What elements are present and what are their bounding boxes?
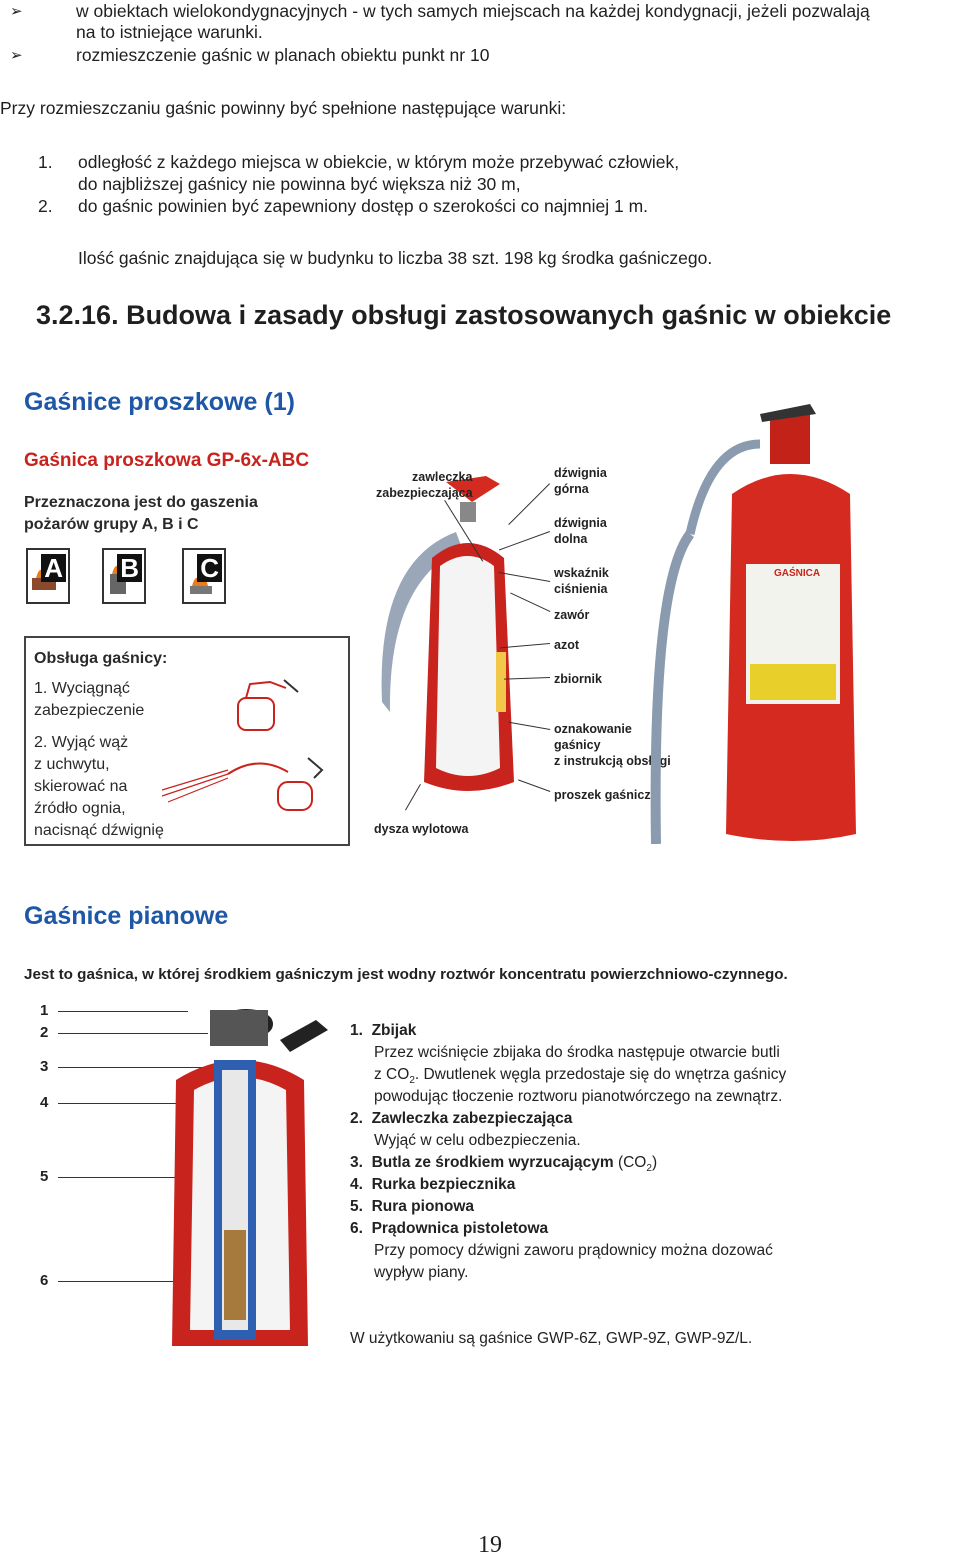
summary-paragraph: Ilość gaśnic znajdująca się w budynku to liczba 38 szt. 198 kg środka gaśniczego.: [78, 248, 713, 268]
label-pin-line-2: zabezpieczająca: [376, 486, 473, 500]
label-powder: proszek gaśniczy: [554, 788, 658, 802]
foam-item-3-extra: (CO: [617, 1154, 647, 1171]
foam-item-3-extra-end: ): [651, 1154, 658, 1171]
label-pin-line-1: zawleczka: [412, 470, 473, 484]
foam-item-5-number: 5.: [350, 1198, 363, 1215]
label-marking-line-2: gaśnicy: [554, 738, 601, 752]
foam-item-5-name: Rura pionowa: [371, 1198, 475, 1215]
operation-instruction-box: [24, 636, 350, 846]
marker-5: 5: [40, 1168, 49, 1185]
page-number: 19: [478, 1532, 502, 1558]
operation-step-line: nacisnąć dźwignię: [34, 822, 164, 839]
bullet-arrow-icon: ➢: [10, 47, 23, 64]
label-tank: zbiornik: [554, 672, 602, 686]
foam-item-3-subscript: 2: [646, 1163, 652, 1175]
marker-1: 1: [40, 1002, 49, 1019]
fire-class-c-label: C: [197, 554, 222, 582]
powder-purpose-line-1: Przeznaczona jest do gaszenia: [24, 494, 258, 511]
foam-item-4: [350, 1174, 515, 1196]
condition-1-line-1: odległość z każdego miejsca w obiekcie, w którym może przebywać człowiek,: [78, 152, 680, 172]
remove-pin-sketch-icon: [226, 674, 306, 734]
section-heading: 3.2.16. Budowa i zasady obsługi zastosowanych gaśnic w obiekcie: [36, 300, 892, 330]
foam-panel-intro: Jest to gaśnica, w której środkiem gaśniczym jest wodny roztwór koncentratu powierzchniowo-czynnego.: [24, 966, 788, 983]
foam-usage-line: W użytkowaniu są gaśnice GWP-6Z, GWP-9Z, GWP-9Z/L.: [350, 1330, 753, 1347]
condition-1-line-2: do najbliższej gaśnicy nie powinna być większa niż 30 m,: [78, 174, 521, 194]
foam-item-4-number: 4.: [350, 1176, 363, 1193]
label-upper-lever-line-2: górna: [554, 482, 589, 496]
foam-item-1-desc-line: powodując tłoczenie roztworu pianotwórczego na zewnątrz.: [374, 1088, 783, 1105]
powder-purpose-line-2: pożarów grupy A, B i C: [24, 516, 199, 533]
powder-extinguisher-photo: [650, 374, 880, 844]
label-gauge-line-1: wskaźnik: [554, 566, 609, 580]
foam-item-2-number: 2.: [350, 1110, 363, 1127]
intro-paragraph: Przy rozmieszczaniu gaśnic powinny być spełnione następujące warunki:: [0, 98, 567, 118]
bullet-1-line-1: w obiektach wielokondygnacyjnych - w tych samych miejscach na każdej kondygnacji, jeżeli pozwalają: [76, 1, 870, 21]
foam-item-6: [350, 1218, 548, 1240]
fire-class-b-icon: [102, 548, 146, 604]
fire-class-a-icon: [26, 548, 70, 604]
label-gauge-line-2: ciśnienia: [554, 582, 608, 596]
foam-item-2-desc-line: Wyjąć w celu odbezpieczenia.: [374, 1132, 581, 1149]
marker-4: 4: [40, 1094, 49, 1111]
foam-item-6-number: 6.: [350, 1220, 363, 1237]
label-lower-lever-line-1: dźwignia: [554, 516, 607, 530]
foam-extinguisher-cutaway-illustration: [140, 990, 340, 1350]
foam-item-6-name: Prądownica pistoletowa: [371, 1220, 549, 1237]
co2-text: z CO: [374, 1066, 410, 1083]
label-nitrogen: azot: [554, 638, 579, 652]
foam-item-2: [350, 1108, 572, 1130]
foam-item-6-desc-line: Przy pomocy dźwigni zaworu prądownicy można dozować: [374, 1242, 773, 1259]
label-valve: zawór: [554, 608, 590, 622]
fire-class-c-icon: [182, 548, 226, 604]
operation-step-line: z uchwytu,: [34, 756, 110, 773]
marker-6: 6: [40, 1272, 49, 1289]
powder-panel-subtitle: Gaśnica proszkowa GP-6x-ABC: [24, 450, 310, 471]
foam-item-3-number: 3.: [350, 1154, 363, 1171]
operation-step-line: źródło ognia,: [34, 800, 126, 817]
fire-class-a-label: A: [41, 554, 66, 582]
foam-item-5: [350, 1196, 474, 1218]
operation-step-line: skierować na: [34, 778, 128, 795]
foam-item-1-number: 1.: [350, 1022, 363, 1039]
foam-item-1-desc-line: Przez wciśnięcie zbijaka do środka następuje otwarcie butli: [374, 1044, 780, 1061]
condition-2-number: 2.: [38, 196, 53, 216]
powder-extinguisher-panel: [10, 372, 890, 848]
co2-subscript: 2: [409, 1075, 415, 1087]
foam-item-2-name: Zawleczka zabezpieczająca: [371, 1110, 573, 1127]
spray-sketch-icon: [158, 750, 338, 830]
label-nozzle: dysza wylotowa: [374, 822, 469, 836]
label-upper-lever-line-1: dźwignia: [554, 466, 607, 480]
condition-1-number: 1.: [38, 152, 53, 172]
foam-item-3-name: Butla ze środkiem wyrzucającym: [371, 1154, 614, 1171]
tank-label-text: GAŚNICA: [774, 568, 821, 579]
foam-extinguisher-panel: [10, 880, 890, 1356]
operation-step-line: zabezpieczenie: [34, 702, 145, 719]
marker-2: 2: [40, 1024, 49, 1041]
bullet-arrow-icon: ➢: [10, 3, 23, 20]
fire-class-b-label: B: [117, 554, 142, 582]
foam-item-4-name: Rurka bezpiecznika: [371, 1176, 516, 1193]
operation-title: Obsługa gaśnicy:: [34, 650, 168, 667]
bullet-2: rozmieszczenie gaśnic w planach obiektu punkt nr 10: [76, 45, 490, 65]
label-marking-line-1: oznakowanie: [554, 722, 632, 736]
foam-item-1: [350, 1020, 416, 1042]
powder-panel-title: Gaśnice proszkowe (1): [24, 388, 295, 416]
co2-continuation: . Dwutlenek węgla przedostaje się do wnętrza gaśnicy: [414, 1066, 787, 1083]
operation-step-line: 1. Wyciągnąć: [34, 680, 130, 697]
foam-item-6-desc-line: wypływ piany.: [374, 1264, 469, 1281]
bullet-1-line-2: na to istniejące warunki.: [76, 22, 263, 42]
condition-2-line-1: do gaśnic powinien być zapewniony dostęp o szerokości co najmniej 1 m.: [78, 196, 649, 216]
foam-panel-title: Gaśnice pianowe: [24, 902, 229, 930]
marker-3: 3: [40, 1058, 49, 1075]
foam-item-1-name: Zbijak: [371, 1022, 417, 1039]
label-lower-lever-line-2: dolna: [554, 532, 588, 546]
label-marking-line-3: z instrukcją obsługi: [554, 754, 671, 768]
operation-step-line: 2. Wyjąć wąż: [34, 734, 129, 751]
